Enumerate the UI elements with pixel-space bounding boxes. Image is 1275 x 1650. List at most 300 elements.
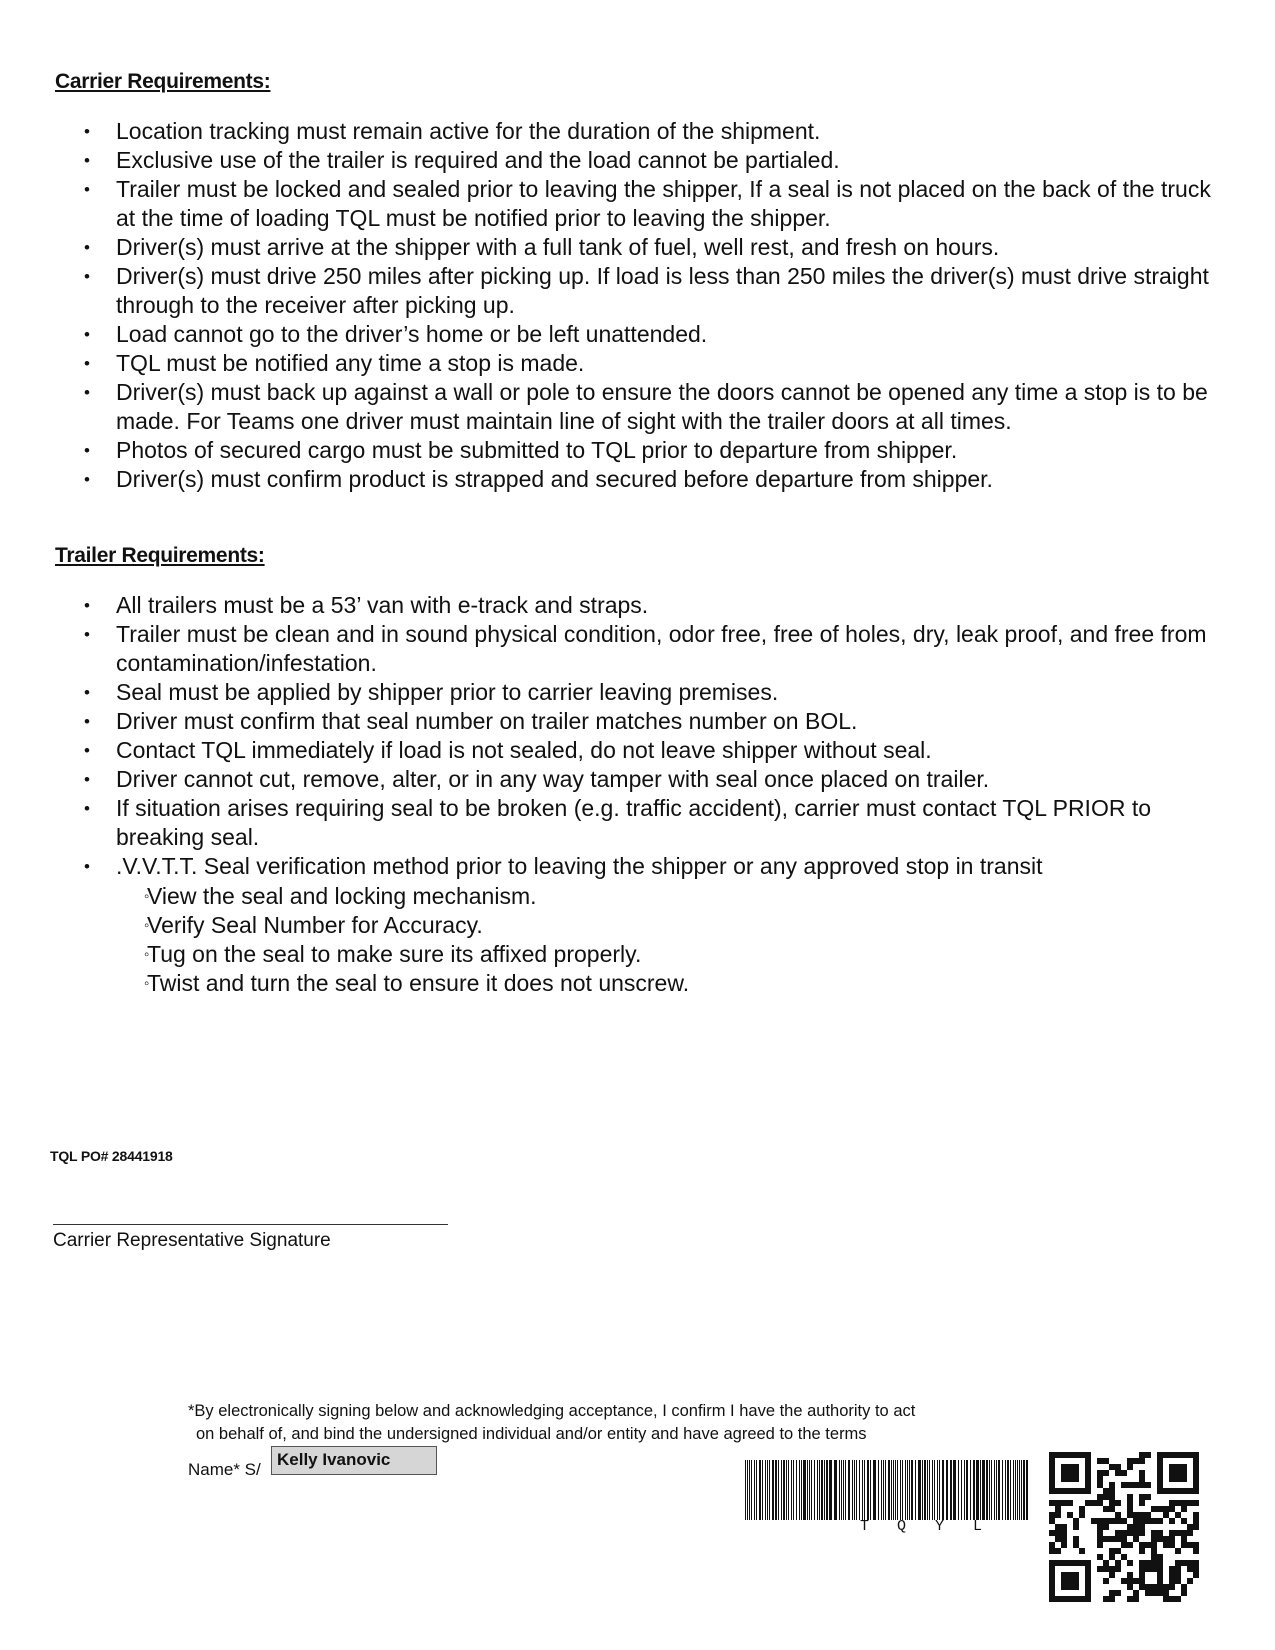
qr-module (1133, 1458, 1139, 1464)
qr-module (1061, 1530, 1067, 1536)
barcode-bar (964, 1460, 965, 1520)
barcode-bar (885, 1460, 886, 1520)
qr-module (1109, 1482, 1115, 1488)
qr-module (1151, 1530, 1157, 1536)
qr-module (1187, 1560, 1193, 1566)
qr-module (1163, 1506, 1169, 1512)
barcode-bar (799, 1460, 800, 1520)
barcode-bar (751, 1460, 752, 1520)
qr-module (1103, 1458, 1109, 1464)
barcode-bar (807, 1460, 808, 1520)
list-item: • Exclusive use of the trailer is required and the load cannot be partialed. (84, 146, 1214, 175)
list-item: • Driver cannot cut, remove, alter, or in any way tamper with seal once placed on trailer. (84, 765, 1214, 794)
qr-module (1187, 1542, 1193, 1548)
qr-module (1097, 1482, 1103, 1488)
qr-module (1175, 1560, 1181, 1566)
qr-module (1109, 1494, 1115, 1500)
qr-module (1139, 1530, 1145, 1536)
qr-module (1127, 1458, 1133, 1464)
qr-module (1115, 1566, 1121, 1572)
barcode-bar (973, 1460, 975, 1520)
list-item: • If situation arises requiring seal to be broken (e.g. traffic accident), carrier must contact TQL PRIOR to breaking seal. (84, 794, 1214, 852)
qr-module (1127, 1482, 1133, 1488)
qr-module (1169, 1500, 1175, 1506)
trailer-requirements-title: Trailer Requirements: (55, 544, 265, 567)
barcode-bar (781, 1460, 782, 1520)
qr-module (1103, 1524, 1109, 1530)
qr-module (1109, 1488, 1115, 1494)
qr-module (1157, 1506, 1163, 1512)
qr-module (1097, 1530, 1103, 1536)
qr-module (1133, 1530, 1139, 1536)
carrier-requirements-title: Carrier Requirements: (55, 70, 271, 93)
qr-module (1121, 1518, 1127, 1524)
barcode-bar (1017, 1460, 1018, 1520)
qr-module (1157, 1578, 1163, 1584)
barcode-bar (996, 1460, 997, 1520)
barcode-bar (819, 1460, 820, 1520)
barcode-bar (878, 1460, 879, 1520)
qr-module (1121, 1470, 1127, 1476)
qr-module (1109, 1596, 1115, 1602)
qr-module (1055, 1500, 1061, 1506)
barcode-bar (845, 1460, 846, 1520)
barcode-bar (848, 1460, 850, 1520)
qr-module (1151, 1566, 1157, 1572)
list-item: • Contact TQL immediately if load is not sealed, do not leave shipper without seal. (84, 736, 1214, 765)
qr-module (1145, 1518, 1151, 1524)
seal-verification-sublist (84, 882, 1214, 998)
qr-module (1163, 1536, 1169, 1542)
barcode-bar (767, 1460, 768, 1520)
qr-module (1103, 1560, 1109, 1566)
qr-module (1175, 1548, 1181, 1554)
qr-module (1175, 1566, 1181, 1572)
qr-module (1145, 1542, 1151, 1548)
qr-module (1067, 1512, 1073, 1518)
qr-module (1157, 1566, 1163, 1572)
qr-module (1103, 1494, 1109, 1500)
barcode-bar (924, 1460, 926, 1520)
barcode-bar (942, 1460, 944, 1520)
qr-module (1109, 1518, 1115, 1524)
barcode-bar (986, 1460, 988, 1520)
barcode-bar (1023, 1460, 1025, 1520)
barcode-bar (747, 1460, 748, 1520)
barcode-bar (859, 1460, 860, 1520)
barcode-bar (911, 1460, 913, 1520)
name-field[interactable]: Kelly Ivanovic (271, 1446, 437, 1475)
qr-module (1127, 1584, 1133, 1590)
qr-module (1127, 1560, 1133, 1566)
qr-module (1097, 1554, 1103, 1560)
barcode-bar (801, 1460, 802, 1520)
qr-module (1157, 1572, 1163, 1578)
qr-module (1121, 1542, 1127, 1548)
barcode-bar (867, 1460, 869, 1520)
barcode-bar (989, 1460, 990, 1520)
qr-module (1139, 1518, 1145, 1524)
list-item: • Seal must be applied by shipper prior to carrier leaving premises. (84, 678, 1214, 707)
qr-module (1193, 1560, 1199, 1566)
barcode-bar (778, 1460, 779, 1520)
qr-module (1109, 1536, 1115, 1542)
consent-line-2: on behalf of, and bind the undersigned individual and/or entity and have agreed to the terms (196, 1425, 867, 1443)
barcode-bar (745, 1460, 746, 1520)
qr-module (1145, 1584, 1151, 1590)
barcode-bar (918, 1460, 921, 1520)
qr-module (1139, 1524, 1145, 1530)
qr-module (1127, 1542, 1133, 1548)
qr-module (1055, 1512, 1061, 1518)
barcode-bar (862, 1460, 863, 1520)
qr-module (1127, 1512, 1133, 1518)
qr-module (1181, 1500, 1187, 1506)
list-item: • Load cannot go to the driver’s home or be left unattended. (84, 320, 1214, 349)
barcode-bar (893, 1460, 894, 1520)
barcode-bar (873, 1460, 876, 1520)
qr-module (1181, 1518, 1187, 1524)
barcode-bar (888, 1460, 890, 1520)
qr-module (1097, 1500, 1103, 1506)
qr-module (1181, 1506, 1187, 1512)
qr-module (1181, 1584, 1187, 1590)
qr-module (1157, 1536, 1163, 1542)
qr-module (1055, 1536, 1061, 1542)
qr-module (1055, 1524, 1061, 1530)
qr-module (1139, 1584, 1145, 1590)
qr-module (1187, 1578, 1193, 1584)
barcode-bar (811, 1460, 812, 1520)
barcode-bar (907, 1460, 908, 1520)
qr-module (1055, 1548, 1061, 1554)
qr-module (1127, 1596, 1133, 1602)
qr-module (1127, 1494, 1133, 1500)
qr-module (1175, 1596, 1181, 1602)
qr-module (1133, 1524, 1139, 1530)
barcode-bar (929, 1460, 930, 1520)
barcode-bar (922, 1460, 923, 1520)
qr-module (1139, 1566, 1145, 1572)
qr-module (1121, 1578, 1127, 1584)
qr-module (1139, 1500, 1145, 1506)
barcode-char: T (860, 1518, 870, 1535)
qr-module (1061, 1542, 1067, 1548)
qr-module (1097, 1518, 1103, 1524)
barcode-bar (900, 1460, 901, 1520)
qr-module (1169, 1542, 1175, 1548)
barcode-bar (786, 1460, 787, 1520)
qr-module (1139, 1548, 1145, 1554)
qr-module (1169, 1530, 1175, 1536)
barcode-bar (946, 1460, 948, 1520)
qr-module (1097, 1566, 1103, 1572)
qr-module (1109, 1500, 1115, 1506)
qr-module (1145, 1560, 1151, 1566)
qr-module (1181, 1560, 1187, 1566)
qr-module (1181, 1542, 1187, 1548)
barcode-bar (788, 1460, 789, 1520)
qr-module (1151, 1536, 1157, 1542)
barcode-bar (809, 1460, 810, 1520)
qr-module (1109, 1566, 1115, 1572)
sub-list-item: ◦ Verify Seal Number for Accuracy. (84, 911, 1214, 940)
barcode-bar (749, 1460, 750, 1520)
qr-module (1157, 1554, 1163, 1560)
qr-module (1181, 1590, 1187, 1596)
qr-module (1133, 1536, 1139, 1542)
barcode-bar (934, 1460, 935, 1520)
qr-module (1169, 1464, 1187, 1482)
qr-module (1145, 1452, 1151, 1458)
qr-module (1073, 1542, 1079, 1548)
qr-module (1121, 1554, 1127, 1560)
qr-module (1175, 1500, 1181, 1506)
qr-module (1133, 1578, 1139, 1584)
qr-module (1127, 1500, 1133, 1506)
barcode-bar (976, 1460, 979, 1520)
qr-module (1145, 1512, 1151, 1518)
qr-module (1151, 1584, 1157, 1590)
qr-module (1097, 1476, 1103, 1482)
barcode-bar (759, 1460, 761, 1520)
qr-module (1049, 1548, 1055, 1554)
qr-module (1169, 1506, 1175, 1512)
qr-module (1115, 1560, 1121, 1566)
qr-module (1193, 1548, 1199, 1554)
barcode-bar (966, 1460, 968, 1520)
qr-module (1067, 1500, 1073, 1506)
qr-module (1133, 1482, 1139, 1488)
name-label: Name* S/ (188, 1460, 261, 1479)
list-item: • Location tracking must remain active for the duration of the shipment. (84, 117, 1214, 146)
barcode-bar (897, 1460, 898, 1520)
consent-line-1: *By electronically signing below and acknowledging acceptance, I confirm I have the authority to act (188, 1402, 916, 1420)
qr-module (1139, 1512, 1145, 1518)
list-item: • Trailer must be clean and in sound physical condition, odor free, free of holes, dry, leak proof, and free from contamination/infestation. (84, 620, 1214, 678)
qr-module (1169, 1596, 1175, 1602)
barcode-bar (991, 1460, 992, 1520)
qr-module (1175, 1578, 1181, 1584)
qr-module (1139, 1482, 1145, 1488)
qr-module (1139, 1560, 1145, 1566)
consent-text (188, 1400, 1048, 1446)
qr-module (1115, 1590, 1121, 1596)
qr-module (1049, 1512, 1055, 1518)
carrier-requirements-list (84, 117, 1214, 494)
qr-module (1097, 1494, 1103, 1500)
qr-module (1061, 1500, 1067, 1506)
list-item: • Driver(s) must arrive at the shipper with a full tank of fuel, well rest, and fresh on hours. (84, 233, 1214, 262)
barcode-bar (958, 1460, 959, 1520)
list-item: • Driver(s) must drive 250 miles after picking up. If load is less than 250 miles the driver(s) must drive straight through to the receiver after picking up. (84, 262, 1214, 320)
qr-module (1097, 1458, 1103, 1464)
qr-module (1151, 1548, 1157, 1554)
barcode-bar (769, 1460, 770, 1520)
barcode-char: Q (897, 1518, 907, 1535)
qr-module (1133, 1590, 1139, 1596)
barcode-bar (1005, 1460, 1006, 1520)
qr-module (1187, 1530, 1193, 1536)
qr-module (1145, 1590, 1151, 1596)
barcode-bar (891, 1460, 892, 1520)
qr-module (1103, 1518, 1109, 1524)
barcode-bar (793, 1460, 794, 1520)
qr-module (1091, 1500, 1097, 1506)
qr-module (1109, 1572, 1115, 1578)
qr-module (1139, 1542, 1145, 1548)
qr-module (1133, 1518, 1139, 1524)
list-item: • TQL must be notified any time a stop is made. (84, 349, 1214, 378)
qr-module (1163, 1542, 1169, 1548)
barcode-bar (1026, 1460, 1028, 1520)
barcode-bar (1021, 1460, 1022, 1520)
po-number: TQL PO# 28441918 (50, 1148, 173, 1164)
barcode-bar (1002, 1460, 1003, 1520)
qr-module (1115, 1530, 1121, 1536)
qr-module (1139, 1494, 1145, 1500)
barcode-bar (1007, 1460, 1009, 1520)
qr-module (1127, 1506, 1133, 1512)
list-item: • Photos of secured cargo must be submitted to TQL prior to departure from shipper. (84, 436, 1214, 465)
barcode-bar (775, 1460, 777, 1520)
qr-module (1121, 1482, 1127, 1488)
qr-module (1103, 1596, 1109, 1602)
barcode-bar (1010, 1460, 1011, 1520)
barcode-bar (756, 1460, 757, 1520)
barcode-bar (841, 1460, 842, 1520)
qr-module (1127, 1524, 1133, 1530)
qr-module (1127, 1530, 1133, 1536)
qr-module (1193, 1542, 1199, 1548)
barcode-bar (796, 1460, 797, 1520)
list-item: • Trailer must be locked and sealed prior to leaving the shipper, If a seal is not placed on the back of the truck at the time of loading TQL must be notified prior to leaving the shipper. (84, 175, 1214, 233)
sub-list-item: ◦ View the seal and locking mechanism. (84, 882, 1214, 911)
qr-module (1109, 1590, 1115, 1596)
qr-module (1145, 1482, 1151, 1488)
qr-module (1133, 1512, 1139, 1518)
list-item: • Driver(s) must confirm product is strapped and secured before departure from shipper. (84, 465, 1214, 494)
qr-module (1103, 1488, 1109, 1494)
qr-module (1151, 1590, 1157, 1596)
barcode-bar (829, 1460, 832, 1520)
qr-module (1049, 1530, 1055, 1536)
barcode-bar (834, 1460, 837, 1520)
barcode-bar (883, 1460, 884, 1520)
qr-module (1139, 1476, 1145, 1482)
qr-module (1073, 1536, 1079, 1542)
qr-module (1061, 1464, 1079, 1482)
barcode-bar (927, 1460, 928, 1520)
qr-module (1151, 1506, 1157, 1512)
qr-module (1163, 1590, 1169, 1596)
barcode-bar (1015, 1460, 1016, 1520)
qr-module (1169, 1578, 1175, 1584)
qr-module (1145, 1566, 1151, 1572)
barcode-bar (814, 1460, 815, 1520)
barcode-bar (953, 1460, 956, 1520)
qr-module (1127, 1464, 1133, 1470)
qr-module (1121, 1536, 1127, 1542)
qr-module (1079, 1548, 1085, 1554)
signature-line[interactable] (53, 1224, 448, 1225)
qr-module (1193, 1512, 1199, 1518)
qr-module (1115, 1512, 1121, 1518)
qr-module (1055, 1506, 1061, 1512)
barcode-bar (915, 1460, 916, 1520)
qr-module (1115, 1548, 1121, 1554)
qr-module (1163, 1596, 1169, 1602)
barcode-bar (982, 1460, 985, 1520)
qr-module (1079, 1506, 1085, 1512)
barcode-bar (843, 1460, 844, 1520)
barcode-char: L (973, 1518, 983, 1535)
qr-module (1073, 1518, 1079, 1524)
qr-module (1079, 1512, 1085, 1518)
qr-module (1139, 1572, 1145, 1578)
barcode-bar (839, 1460, 840, 1520)
barcode-bar (902, 1460, 903, 1520)
barcode-char: Y (935, 1518, 945, 1535)
qr-module (1163, 1512, 1169, 1518)
qr-module (1103, 1506, 1109, 1512)
qr-module (1157, 1590, 1163, 1596)
qr-module (1127, 1578, 1133, 1584)
barcode-bar (905, 1460, 906, 1520)
qr-module (1157, 1584, 1163, 1590)
signature-label: Carrier Representative Signature (53, 1230, 331, 1251)
barcode-bar (970, 1460, 971, 1520)
qr-module (1097, 1542, 1103, 1548)
barcode-bar (852, 1460, 853, 1520)
qr-module (1169, 1572, 1175, 1578)
qr-module (1103, 1566, 1109, 1572)
qr-module (1061, 1524, 1067, 1530)
qr-module (1127, 1572, 1133, 1578)
qr-module (1109, 1548, 1115, 1554)
barcode-bar (856, 1460, 857, 1520)
qr-module (1145, 1494, 1151, 1500)
qr-module (1109, 1464, 1115, 1470)
qr-module (1139, 1458, 1145, 1464)
barcode-bar (937, 1460, 938, 1520)
barcode-bar (762, 1460, 763, 1520)
barcode-bar (824, 1460, 825, 1520)
qr-module (1187, 1500, 1193, 1506)
barcode-bar (783, 1460, 785, 1520)
qr-module (1169, 1584, 1175, 1590)
qr-module (1169, 1566, 1175, 1572)
qr-module (1103, 1536, 1109, 1542)
qr-module (1151, 1518, 1157, 1524)
barcode-bar (881, 1460, 882, 1520)
qr-module (1103, 1578, 1109, 1584)
qr-module (1097, 1524, 1103, 1530)
qr-module (1103, 1470, 1109, 1476)
barcode-bar (870, 1460, 871, 1520)
barcode-bar (817, 1460, 818, 1520)
qr-module (1163, 1584, 1169, 1590)
barcode-icon (745, 1460, 1030, 1520)
barcode-bar (821, 1460, 823, 1520)
qr-module (1115, 1536, 1121, 1542)
qr-module (1061, 1536, 1067, 1542)
qr-module (1109, 1554, 1115, 1560)
qr-module (1061, 1572, 1079, 1590)
qr-module (1115, 1500, 1121, 1506)
qr-module (1151, 1560, 1157, 1566)
qr-module (1169, 1536, 1175, 1542)
